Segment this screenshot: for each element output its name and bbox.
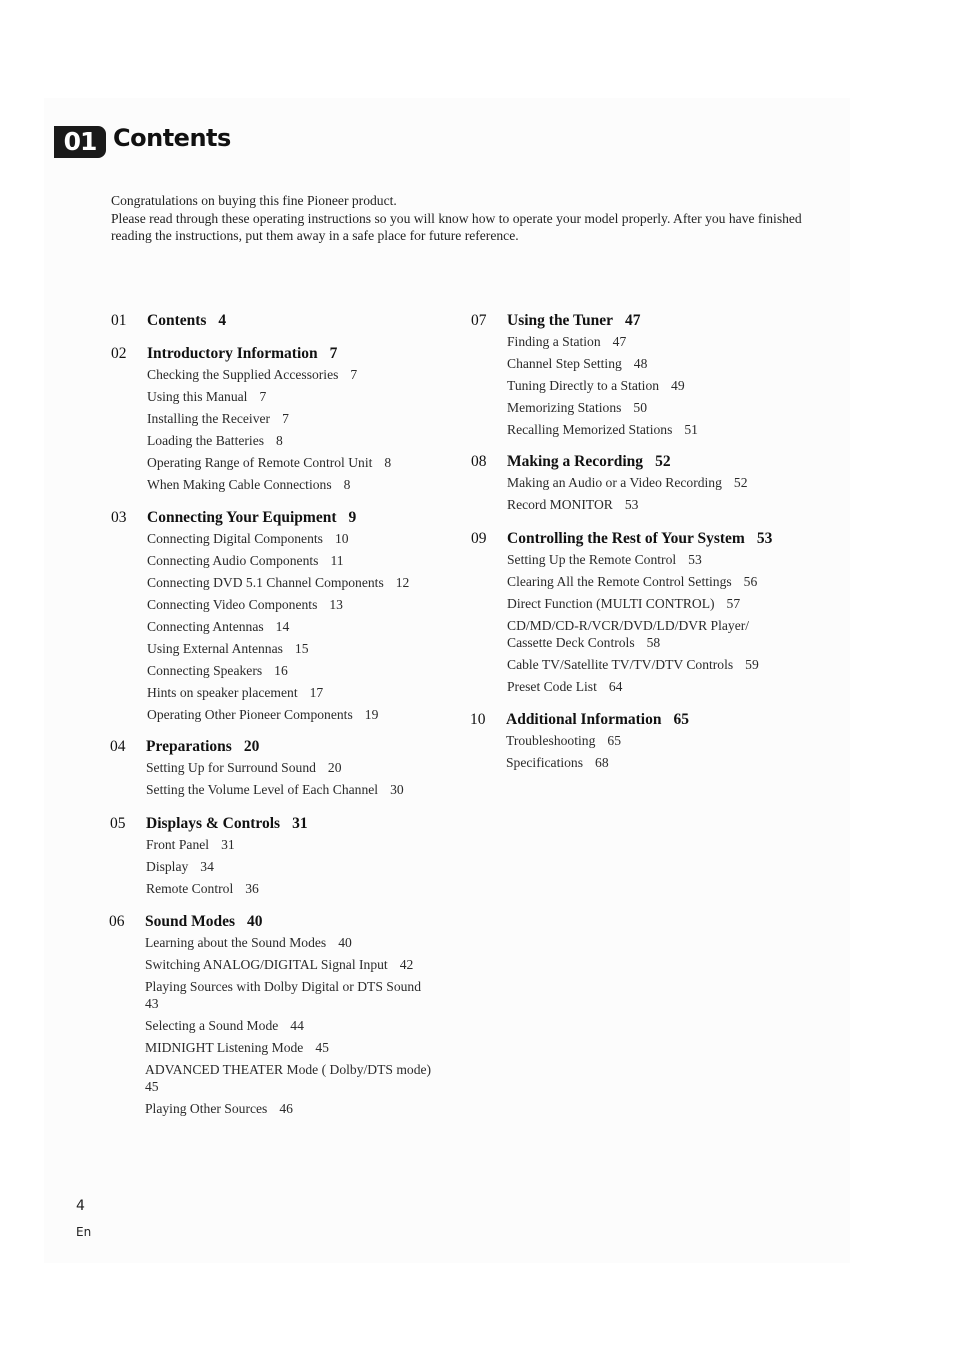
- section-page: 4: [218, 312, 227, 329]
- footer-language: En: [76, 1225, 92, 1239]
- toc-item[interactable]: [147, 388, 441, 405]
- toc-item-page: 15: [294, 641, 309, 656]
- toc-section-heading[interactable]: [470, 709, 800, 731]
- toc-item[interactable]: [147, 476, 441, 493]
- toc-item-page: 48: [633, 356, 648, 371]
- toc-item[interactable]: [147, 684, 441, 701]
- toc-item-page: 12: [395, 575, 410, 590]
- toc-item-page: 7: [259, 389, 267, 404]
- toc-section-01: [111, 310, 441, 332]
- toc-section-heading[interactable]: [111, 343, 441, 365]
- toc-item-label: Connecting Video Components: [147, 597, 318, 612]
- page-title: Contents: [113, 124, 231, 152]
- section-number: 05: [110, 815, 126, 832]
- section-number: 01: [111, 312, 127, 329]
- toc-item[interactable]: [146, 759, 440, 776]
- toc-item-page: 49: [671, 378, 685, 393]
- toc-item-page: 59: [745, 657, 759, 672]
- section-page: 31: [292, 815, 308, 832]
- toc-item-list: [506, 732, 800, 771]
- toc-item-page: 19: [364, 707, 379, 722]
- section-page: 52: [655, 453, 671, 470]
- toc-item-page: 44: [290, 1018, 304, 1033]
- toc-item-label: Setting Up for Surround Sound: [146, 760, 316, 775]
- toc-section-02: [111, 343, 441, 498]
- toc-item-label: Learning about the Sound Modes: [145, 935, 327, 950]
- toc-section-10: [470, 709, 800, 776]
- toc-item-page: 46: [279, 1101, 293, 1116]
- toc-item[interactable]: [507, 617, 767, 651]
- toc-item-page: 50: [633, 400, 647, 415]
- toc-item-label: Installing the Receiver: [147, 411, 271, 426]
- toc-item-label: Operating Range of Remote Control Unit: [147, 455, 373, 470]
- toc-item[interactable]: [145, 1017, 439, 1034]
- toc-section-07: [471, 310, 801, 443]
- toc-item-label: Direct Function (MULTI CONTROL): [507, 596, 715, 611]
- section-title: Preparations: [146, 738, 232, 755]
- toc-item[interactable]: [147, 574, 441, 591]
- toc-item-label: Display: [146, 859, 189, 874]
- toc-item-page: 8: [343, 477, 351, 492]
- toc-item-page: 52: [733, 475, 748, 490]
- intro-text: [111, 192, 811, 245]
- toc-item[interactable]: [507, 595, 801, 612]
- toc-item-label: Connecting Speakers: [147, 663, 263, 678]
- toc-item[interactable]: [507, 377, 801, 394]
- toc-item-label: Making an Audio or a Video Recording: [507, 475, 722, 490]
- toc-item-label: Checking the Supplied Accessories: [147, 367, 339, 382]
- toc-section-03: [111, 507, 441, 728]
- toc-item-label: Connecting DVD 5.1 Channel Components: [147, 575, 384, 590]
- toc-item-list: [147, 366, 441, 493]
- toc-item-label: Connecting Antennas: [147, 619, 264, 634]
- toc-item[interactable]: [146, 880, 440, 897]
- toc-item-label: Playing Sources with Dolby Digital or DTS Sound: [145, 979, 422, 994]
- toc-item[interactable]: [146, 858, 440, 875]
- toc-item-label: Playing Other Sources: [145, 1101, 268, 1116]
- section-number: 09: [471, 530, 487, 547]
- toc-item-page: 8: [384, 455, 392, 470]
- toc-section-05: [110, 813, 440, 902]
- section-number: 07: [471, 312, 487, 329]
- toc-item[interactable]: [507, 421, 801, 438]
- toc-item-page: 56: [743, 574, 758, 589]
- toc-item-label: Hints on speaker placement: [147, 685, 298, 700]
- chapter-number-badge: 01: [54, 126, 106, 158]
- toc-section-heading[interactable]: [471, 310, 801, 332]
- toc-item[interactable]: [145, 1100, 439, 1117]
- toc-section-heading[interactable]: [110, 736, 440, 758]
- toc-item-list: [147, 530, 441, 723]
- toc-item-page: 40: [338, 935, 352, 950]
- section-title: Introductory Information: [147, 345, 318, 362]
- section-number: 03: [111, 509, 127, 526]
- toc-item-page: 58: [646, 635, 661, 650]
- section-number: 06: [109, 913, 125, 930]
- toc-item-label: Setting Up the Remote Control: [507, 552, 677, 567]
- toc-item[interactable]: [145, 1039, 439, 1056]
- toc-item-list: [507, 551, 801, 695]
- toc-item-page: 30: [390, 782, 404, 797]
- toc-item-label: Specifications: [506, 755, 584, 770]
- toc-item[interactable]: [506, 732, 800, 749]
- toc-item-label: Connecting Audio Components: [147, 553, 319, 568]
- toc-item-page: 68: [595, 755, 609, 770]
- toc-item-list: [146, 836, 440, 897]
- section-title: Making a Recording: [507, 453, 644, 470]
- toc-item-page: 53: [624, 497, 639, 512]
- toc-item-page: 47: [612, 334, 627, 349]
- toc-item-label: Record MONITOR: [507, 497, 613, 512]
- toc-section-heading[interactable]: [110, 813, 440, 835]
- toc-item-label: Preset Code List: [507, 679, 597, 694]
- toc-item-label: Using External Antennas: [147, 641, 283, 656]
- toc-section-heading[interactable]: [111, 310, 441, 332]
- toc-item[interactable]: [506, 754, 800, 771]
- toc-item-list: [507, 333, 801, 438]
- toc-section-06: [109, 911, 439, 1122]
- toc-item-page: 17: [309, 685, 324, 700]
- toc-item-label: Front Panel: [146, 837, 210, 852]
- toc-item[interactable]: [147, 530, 441, 547]
- toc-item[interactable]: [507, 399, 801, 416]
- toc-section-09: [471, 528, 801, 700]
- section-number: 04: [110, 738, 126, 755]
- toc-item-label: ADVANCED THEATER Mode ( Dolby/DTS mode): [145, 1062, 432, 1077]
- toc-item-label: Loading the Batteries: [147, 433, 265, 448]
- toc-item-page: 20: [327, 760, 342, 775]
- section-number: 02: [111, 345, 127, 362]
- toc-item-label: Cable TV/Satellite TV/TV/DTV Controls: [507, 657, 734, 672]
- toc-item[interactable]: [147, 410, 441, 427]
- toc-item-label: Operating Other Pioneer Components: [147, 707, 353, 722]
- toc-item[interactable]: [507, 656, 801, 673]
- intro-line-1: Congratulations on buying this fine Pioneer product.: [111, 193, 397, 208]
- toc-item[interactable]: [145, 956, 439, 973]
- toc-item-page: 51: [684, 422, 698, 437]
- toc-section-04: [110, 736, 440, 803]
- toc-item[interactable]: [507, 474, 801, 491]
- toc-item-page: 10: [334, 531, 349, 546]
- toc-item-label: Selecting a Sound Mode: [145, 1018, 279, 1033]
- toc-item-list: [145, 934, 439, 1117]
- toc-item-page: 45: [145, 1079, 159, 1094]
- toc-item-page: 8: [276, 433, 283, 448]
- toc-item[interactable]: [145, 934, 439, 951]
- toc-item-page: 7: [282, 411, 289, 426]
- toc-item-page: 57: [726, 596, 741, 611]
- toc-item-list: [146, 759, 440, 798]
- toc-item-page: 11: [330, 553, 344, 568]
- toc-item-page: 43: [145, 996, 159, 1011]
- toc-item-page: 42: [399, 957, 414, 972]
- toc-item[interactable]: [145, 1061, 439, 1095]
- toc-item-page: 45: [315, 1040, 329, 1055]
- toc-item[interactable]: [146, 836, 440, 853]
- section-page: 7: [329, 345, 338, 362]
- toc-item[interactable]: [147, 432, 441, 449]
- toc-item-page: 65: [607, 733, 621, 748]
- toc-section-heading[interactable]: [109, 911, 439, 933]
- toc-item[interactable]: [147, 596, 441, 613]
- toc-section-heading[interactable]: [111, 507, 441, 529]
- toc-item-page: 53: [688, 552, 702, 567]
- section-title: Displays & Controls: [146, 815, 281, 832]
- toc-item[interactable]: [507, 551, 801, 568]
- toc-item[interactable]: [147, 454, 441, 471]
- toc-item-page: 14: [275, 619, 290, 634]
- toc-item-label: Using this Manual: [147, 389, 248, 404]
- toc-item-page: 34: [200, 859, 214, 874]
- section-page: 40: [247, 913, 263, 930]
- section-page: 53: [756, 530, 773, 547]
- toc-section-08: [471, 451, 801, 518]
- toc-item-label: Memorizing Stations: [507, 400, 622, 415]
- toc-item-label: Remote Control: [146, 881, 234, 896]
- section-title: Controlling the Rest of Your System: [507, 530, 745, 547]
- toc-item[interactable]: [507, 333, 801, 350]
- section-title: Contents: [147, 312, 207, 329]
- toc-section-heading[interactable]: [471, 528, 801, 550]
- section-page: 47: [624, 312, 641, 329]
- toc-item-label: When Making Cable Connections: [147, 477, 332, 492]
- toc-item[interactable]: [507, 678, 801, 695]
- toc-item-label: Connecting Digital Components: [147, 531, 323, 546]
- toc-item-label: CD/MD/CD-R/VCR/DVD/LD/DVR Player/ Cassette Deck Controls: [507, 618, 750, 650]
- footer-page-number: 4: [76, 1198, 85, 1214]
- section-title: Using the Tuner: [507, 312, 613, 329]
- toc-item-label: Tuning Directly to a Station: [507, 378, 660, 393]
- toc-item[interactable]: [146, 781, 440, 798]
- toc-item[interactable]: [145, 978, 439, 1012]
- toc-item[interactable]: [147, 552, 441, 569]
- toc-item[interactable]: [507, 573, 801, 590]
- toc-item-label: Switching ANALOG/DIGITAL Signal Input: [145, 957, 388, 972]
- toc-item-label: Troubleshooting: [506, 733, 596, 748]
- toc-item[interactable]: [147, 662, 441, 679]
- toc-item[interactable]: [147, 640, 441, 657]
- toc-item-label: Finding a Station: [507, 334, 601, 349]
- section-title: Sound Modes: [145, 913, 236, 930]
- toc-item-page: 31: [221, 837, 235, 852]
- intro-line-2: Please read through these operating instructions so you will know how to operate your model properly. After you have finished reading the instructions, put them away in a safe place for future reference.: [111, 210, 802, 243]
- toc-item[interactable]: [507, 496, 801, 513]
- section-page: 9: [348, 509, 357, 526]
- toc-item-page: 16: [274, 663, 288, 678]
- toc-item[interactable]: [147, 618, 441, 635]
- section-page: 65: [673, 711, 689, 728]
- toc-item-label: Recalling Memorized Stations: [507, 422, 673, 437]
- toc-item-page: 36: [245, 881, 259, 896]
- section-page: 20: [243, 738, 260, 755]
- toc-item-page: 7: [350, 367, 358, 382]
- section-number: 08: [471, 453, 487, 470]
- toc-item-page: 64: [608, 679, 623, 694]
- toc-item[interactable]: [507, 355, 801, 372]
- toc-item-page: 13: [329, 597, 343, 612]
- toc-item-label: Channel Step Setting: [507, 356, 622, 371]
- section-title: Additional Information: [506, 711, 662, 728]
- toc-item[interactable]: [147, 366, 441, 383]
- toc-item[interactable]: [147, 706, 441, 723]
- toc-item-label: Setting the Volume Level of Each Channel: [146, 782, 379, 797]
- section-number: 10: [470, 711, 486, 728]
- section-title: Connecting Your Equipment: [147, 509, 337, 526]
- toc-item-label: Clearing All the Remote Control Settings: [507, 574, 732, 589]
- toc-item-list: [507, 474, 801, 513]
- toc-section-heading[interactable]: [471, 451, 801, 473]
- toc-item-label: MIDNIGHT Listening Mode: [145, 1040, 304, 1055]
